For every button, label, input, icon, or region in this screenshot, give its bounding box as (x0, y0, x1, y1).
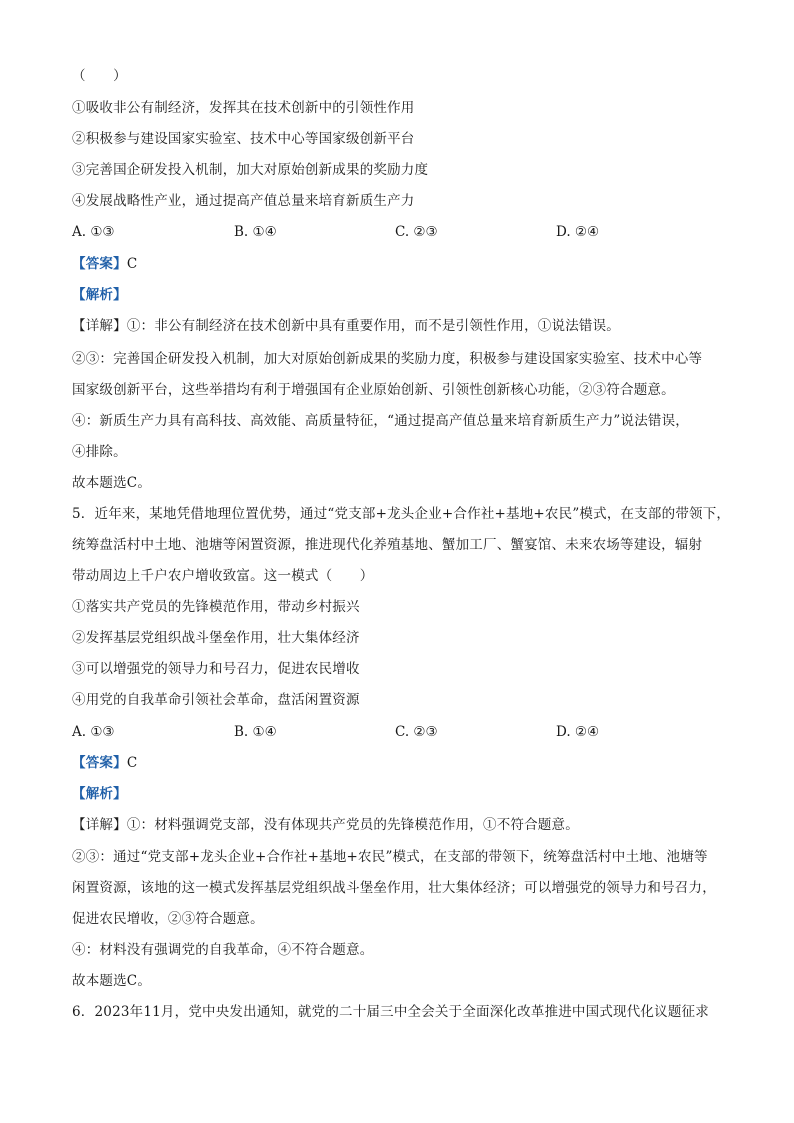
q4-detail-2: ②③：完善国企研发投入机制，加大对原始创新成果的奖励力度，积极参与建设国家实验室、技术中心等 (72, 351, 703, 367)
q5-option-a: A. ①③ (72, 724, 115, 740)
q4-analysis-tag: 【解析】 (72, 287, 127, 303)
q5-analysis (72, 784, 732, 804)
q5-detail-tag: 【详解】 (72, 817, 127, 833)
q5-answer-tag: 【答案】 (72, 755, 127, 771)
q4-option-a: A. ①③ (72, 224, 115, 240)
q5-stem-1: 5．近年来，某地凭借地理位置优势，通过“党支部+龙头企业+合作社+基地+农民”模式，在支部的带领下， (72, 506, 731, 522)
q4-stem-end: （ ） (72, 68, 127, 84)
q4-answer-tag: 【答案】 (72, 256, 127, 272)
q5-option-c: C. ②③ (395, 724, 438, 740)
q5-detail-5: ④：材料没有强调党的自我革命，④不符合题意。 (72, 942, 374, 958)
q5-stem-3: 带动周边上千户农户增收致富。这一模式（ ） (72, 568, 374, 584)
q5-detail-4: 促进农民增收，②③符合题意。 (72, 911, 264, 927)
q4-statement-1: ①吸收非公有制经济，发挥其在技术创新中的引领性作用 (72, 100, 415, 116)
q5-detail-1 (72, 815, 732, 835)
q4-answer-value: C (126, 256, 138, 272)
q4-statement-4: ④发展战略性产业，通过提高产值总量来培育新质生产力 (72, 193, 415, 209)
q5-answer (72, 753, 732, 773)
q5-detail-2: ②③：通过“党支部+龙头企业+合作社+基地+农民”模式，在支部的带领下，统筹盘活村中土地、池塘等 (72, 849, 708, 865)
q5-statement-4: ④用党的自我革命引领社会革命，盘活闲置资源 (72, 692, 360, 708)
q4-answer (72, 254, 732, 274)
q4-detail-1 (72, 316, 732, 336)
q5-detail-3: 闲置资源，该地的这一模式发挥基层党组织战斗堡垒作用，壮大集体经济；可以增强党的领导力和号召力， (72, 880, 716, 896)
q4-detail-4: ④：新质生产力具有高科技、高效能、高质量特征，“通过提高产值总量来培育新质生产力”说法错误， (72, 413, 690, 429)
q4-statement-2: ②积极参与建设国家实验室、技术中心等国家级创新平台 (72, 131, 415, 147)
q6-stem-1: 6．2023年11月，党中央发出通知，就党的二十届三中全会关于全面深化改革推进中国式现代化议题征求 (72, 1004, 709, 1020)
q4-detail-text-1: ①：非公有制经济在技术创新中具有重要作用，而不是引领性作用，①说法错误。 (126, 318, 621, 334)
q5-option-d: D. ②④ (556, 724, 600, 740)
q5-option-b: B. ①④ (234, 724, 277, 740)
q4-statement-3: ③完善国企研发投入机制，加大对原始创新成果的奖励力度 (72, 162, 429, 178)
q5-stem-2: 统筹盘活村中土地、池塘等闲置资源，推进现代化养殖基地、蟹加工厂、蟹宴馆、未来农场等建设，辐射 (72, 537, 703, 553)
q5-analysis-tag: 【解析】 (72, 786, 127, 802)
q5-statement-2: ②发挥基层党组织战斗堡垒作用，壮大集体经济 (72, 630, 360, 646)
q4-detail-3: 国家级创新平台，这些举措均有利于增强国有企业原始创新、引领性创新核心功能，②③符合题意。 (72, 382, 675, 398)
q4-option-d: D. ②④ (556, 224, 600, 240)
q5-statement-1: ①落实共产党员的先锋模范作用，带动乡村振兴 (72, 599, 360, 615)
q4-detail-6: 故本题选C。 (72, 475, 152, 491)
q5-detail-6: 故本题选C。 (72, 973, 152, 989)
q4-detail-5: ④排除。 (72, 444, 127, 460)
q4-option-c: C. ②③ (395, 224, 438, 240)
q5-detail-text-1: ①：材料强调党支部，没有体现共产党员的先锋模范作用，①不符合题意。 (126, 817, 579, 833)
q5-answer-value: C (126, 755, 138, 771)
q4-detail-tag: 【详解】 (72, 318, 127, 334)
q4-analysis (72, 285, 732, 305)
q4-option-b: B. ①④ (234, 224, 277, 240)
q5-statement-3: ③可以增强党的领导力和号召力，促进农民增收 (72, 661, 360, 677)
